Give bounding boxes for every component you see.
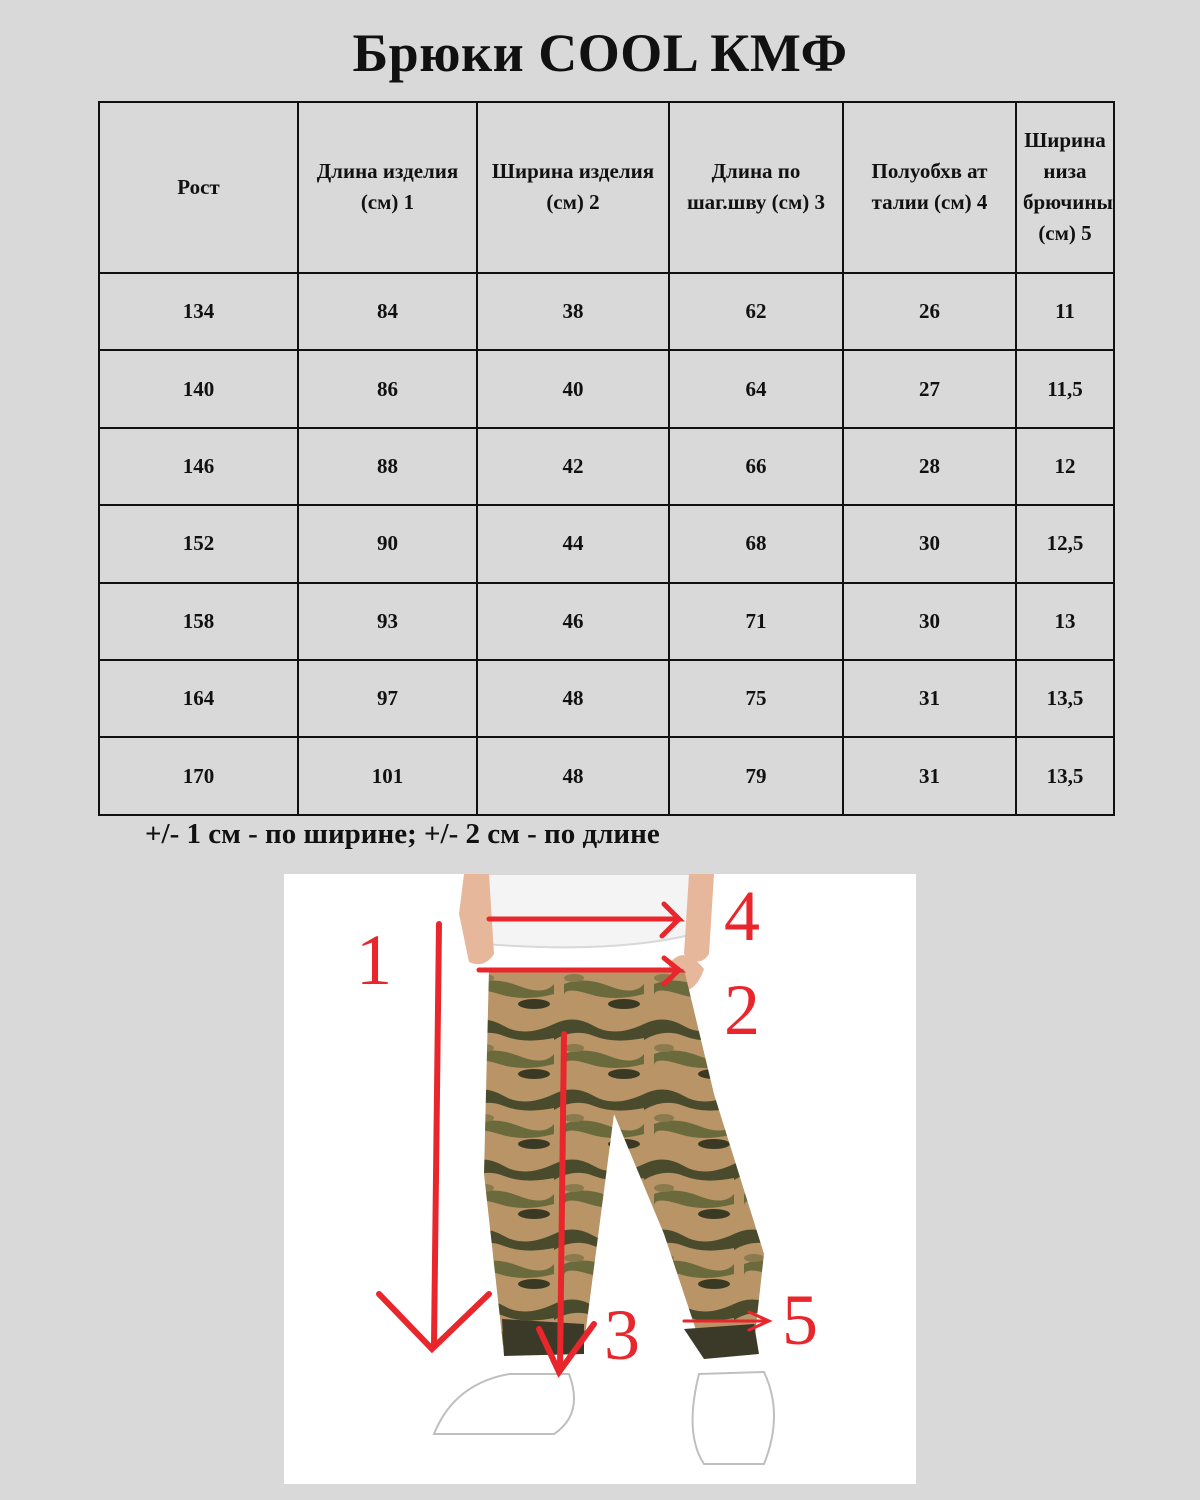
cell-width: 38 bbox=[477, 273, 669, 350]
cell-length: 84 bbox=[298, 273, 477, 350]
cell-half-waist: 30 bbox=[843, 505, 1016, 582]
cell-inseam: 62 bbox=[669, 273, 843, 350]
cell-inseam: 75 bbox=[669, 660, 843, 737]
marker-label: 2 bbox=[724, 970, 760, 1050]
cell-height: 140 bbox=[99, 350, 298, 427]
table-row bbox=[99, 660, 1114, 737]
table-row bbox=[99, 505, 1114, 582]
cell-height: 158 bbox=[99, 583, 298, 660]
cell-height: 134 bbox=[99, 273, 298, 350]
cell-length: 90 bbox=[298, 505, 477, 582]
cell-width: 40 bbox=[477, 350, 669, 427]
header-half-waist: Полуобхв ат талии (см) 4 bbox=[843, 102, 1016, 273]
cell-leg-opening: 12,5 bbox=[1016, 505, 1114, 582]
cell-leg-opening: 11,5 bbox=[1016, 350, 1114, 427]
header-inseam: Длина по шаг.шву (см) 3 bbox=[669, 102, 843, 273]
page-title: Брюки COOL КМФ bbox=[352, 23, 848, 83]
cell-inseam: 64 bbox=[669, 350, 843, 427]
cell-inseam: 68 bbox=[669, 505, 843, 582]
tolerance-note: +/- 1 см - по ширине; +/- 2 см - по длине bbox=[145, 818, 660, 850]
cell-length: 88 bbox=[298, 428, 477, 505]
table-row bbox=[99, 583, 1114, 660]
table-header-row bbox=[99, 102, 1114, 273]
cell-width: 48 bbox=[477, 660, 669, 737]
cell-half-waist: 28 bbox=[843, 428, 1016, 505]
marker-label: 4 bbox=[724, 876, 760, 956]
product-measurement-photo bbox=[284, 874, 916, 1484]
header-height: Рост bbox=[99, 102, 298, 273]
table-row bbox=[99, 428, 1114, 505]
table-row bbox=[99, 737, 1114, 815]
marker-label: 5 bbox=[782, 1280, 818, 1360]
cell-height: 170 bbox=[99, 737, 298, 815]
cell-leg-opening: 13 bbox=[1016, 583, 1114, 660]
cell-height: 146 bbox=[99, 428, 298, 505]
cell-length: 101 bbox=[298, 737, 477, 815]
cell-width: 46 bbox=[477, 583, 669, 660]
cell-inseam: 79 bbox=[669, 737, 843, 815]
header-length: Длина изделия (см) 1 bbox=[298, 102, 477, 273]
cell-width: 48 bbox=[477, 737, 669, 815]
cell-inseam: 66 bbox=[669, 428, 843, 505]
cell-leg-opening: 13,5 bbox=[1016, 737, 1114, 815]
marker-label: 3 bbox=[604, 1295, 640, 1375]
cell-half-waist: 31 bbox=[843, 660, 1016, 737]
cell-height: 152 bbox=[99, 505, 298, 582]
cell-height: 164 bbox=[99, 660, 298, 737]
table-row bbox=[99, 350, 1114, 427]
size-table bbox=[98, 101, 1115, 816]
cell-inseam: 71 bbox=[669, 583, 843, 660]
header-leg-opening: Ширина низа брючины (см) 5 bbox=[1016, 102, 1114, 273]
table-row bbox=[99, 273, 1114, 350]
cell-width: 44 bbox=[477, 505, 669, 582]
cell-half-waist: 31 bbox=[843, 737, 1016, 815]
header-width: Ширина изделия (см) 2 bbox=[477, 102, 669, 273]
cell-width: 42 bbox=[477, 428, 669, 505]
cell-length: 86 bbox=[298, 350, 477, 427]
marker-label: 1 bbox=[356, 920, 392, 1000]
pants-illustration bbox=[284, 874, 916, 1484]
cell-length: 97 bbox=[298, 660, 477, 737]
cell-half-waist: 27 bbox=[843, 350, 1016, 427]
cell-half-waist: 26 bbox=[843, 273, 1016, 350]
cell-leg-opening: 11 bbox=[1016, 273, 1114, 350]
cell-leg-opening: 13,5 bbox=[1016, 660, 1114, 737]
cell-leg-opening: 12 bbox=[1016, 428, 1114, 505]
cell-length: 93 bbox=[298, 583, 477, 660]
cell-half-waist: 30 bbox=[843, 583, 1016, 660]
